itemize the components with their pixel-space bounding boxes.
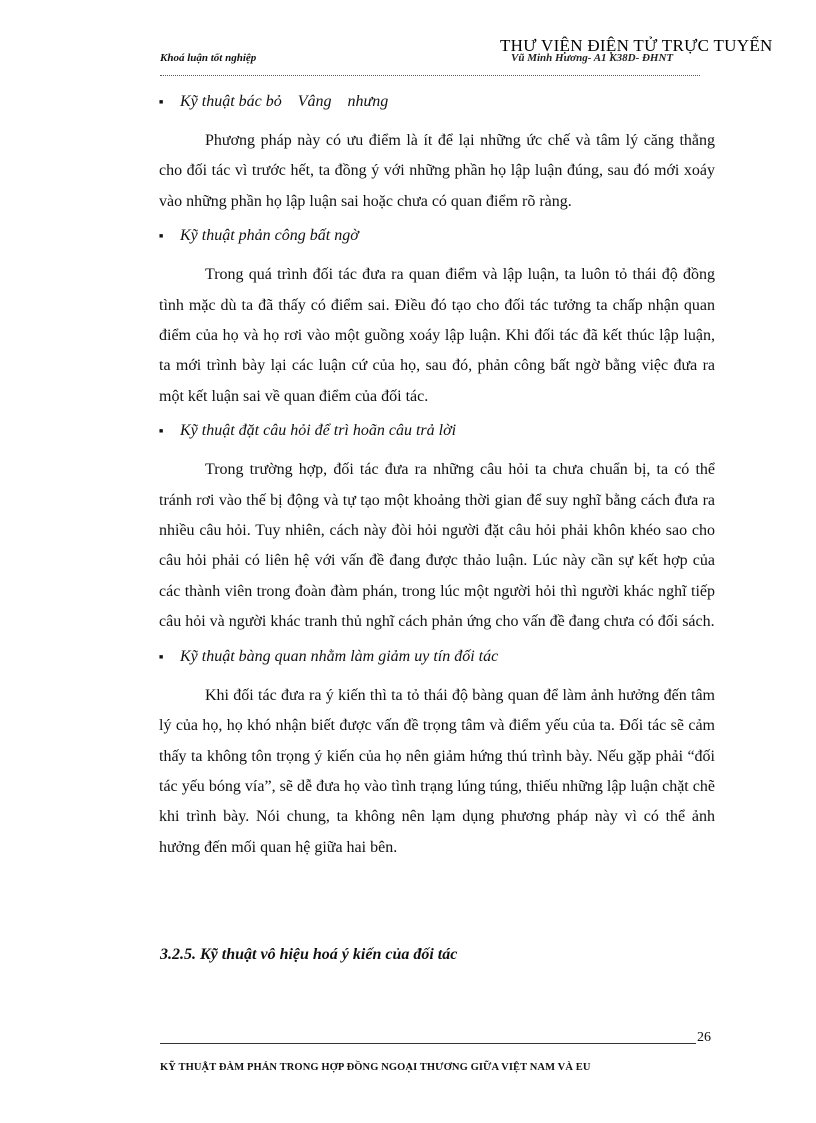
square-bullet-icon: ■ — [159, 427, 164, 436]
paragraph: Phương pháp này có ưu điểm là ít để lại những ức chế và tâm lý căng thẳng cho đối tác vì trước hết, ta đồng ý với những phần họ lập luận đúng, sau đó mới xoáy vào những phần họ lập luận sai hoặc chưa có quan điểm rõ ràng. — [159, 132, 715, 210]
bullet-text: Kỹ thuật phản công bất ngờ — [180, 227, 359, 245]
header-author: Vũ Minh Hương- A1 K38D- ĐHNT — [511, 52, 674, 64]
body-content — [159, 90, 715, 863]
header-thesis-label: Khoá luận tốt nghiệp — [160, 52, 257, 64]
bullet-heading — [159, 645, 715, 669]
bullet-heading — [159, 419, 715, 443]
footer-divider — [160, 1043, 696, 1044]
page-number: 26 — [697, 1030, 711, 1045]
paragraph: Khi đối tác đưa ra ý kiến thì ta tỏ thái độ bàng quan để làm ảnh hưởng đến tâm lý của họ, họ khó nhận biết được vấn đề trọng tâm và điểm yếu của ta. Đối tác sẽ cảm thấy ta không tôn trọng ý kiến của họ nên giảm hứng thú trình bày. Nếu gặp phải “đối tác yếu bóng vía”, sẽ dễ đưa họ vào tình trạng lúng túng, thiếu những lập luận chặt chẽ khi trình bày. Nói chung, ta không nên lạm dụng phương pháp này vì có thể ảnh hưởng đến mối quan hệ giữa hai bên. — [159, 686, 715, 856]
square-bullet-icon: ■ — [159, 232, 164, 241]
bullet-heading — [159, 224, 715, 248]
paragraph: Trong quá trình đối tác đưa ra quan điểm và lập luận, ta luôn tỏ thái độ đồng tình mặc dù ta đã thấy có điểm sai. Điều đó tạo cho đối tác tưởng ta chấp nhận quan điểm của họ và họ rơi vào một guồng xoáy lập luận. Khi đối tác đã kết thúc lập luận, ta mới trình bày lại các luận cứ của họ, sau đó, phản công bất ngờ bằng việc đưa ra một kết luận sai về quan điểm của đối tác. — [159, 266, 715, 405]
section-heading: 3.2.5. Kỹ thuật vô hiệu hoá ý kiến của đối tác — [160, 946, 458, 963]
bullet-text: Kỹ thuật bàng quan nhằm làm giảm uy tín đối tác — [180, 647, 499, 665]
square-bullet-icon: ■ — [159, 98, 164, 106]
bullet-text: Kỹ thuật bác bỏ Vâng nhưng — [180, 93, 389, 110]
footer-title: KỸ THUẬT ĐÀM PHÁN TRONG HỢP ĐỒNG NGOẠI THƯƠNG GIỮA VIỆT NAM VÀ EU — [160, 1062, 591, 1073]
paragraph: Trong trường hợp, đối tác đưa ra những câu hỏi ta chưa chuẩn bị, ta có thể tránh rơi vào thế bị động và tự tạo một khoảng thời gian để suy nghĩ bằng cách đưa ra nhiều câu hỏi. Tuy nhiên, cách này đòi hỏi người đặt câu hỏi phải khôn khéo sao cho câu hỏi phải có liên hệ với vấn đề đang được thảo luận. Lúc này cần sự kết hợp của các thành viên trong đoàn đàm phán, trong lúc một người hỏi thì người khác nghĩ tiếp câu hỏi và người khác tranh thủ nghĩ cách phản ứng cho vấn đề đang chưa có đối sách. — [159, 461, 715, 631]
library-watermark: THƯ VIỆN ĐIỆN TỬ TRỰC TUYẾN — [500, 36, 773, 55]
square-bullet-icon: ■ — [159, 652, 164, 661]
bullet-text: Kỹ thuật đặt câu hỏi để trì hoãn câu trả lời — [180, 422, 457, 440]
bullet-heading — [159, 90, 715, 114]
header-divider — [160, 75, 700, 76]
